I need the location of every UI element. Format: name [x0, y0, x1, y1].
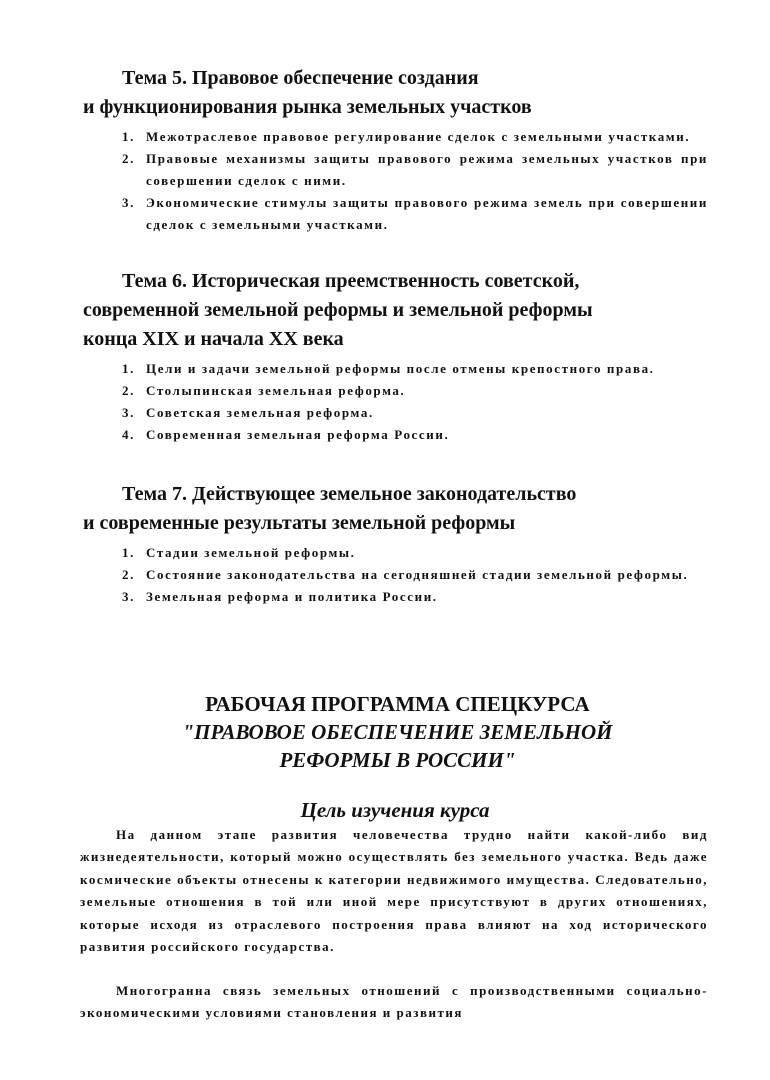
topic-7-heading-line-1: Тема 7. Действующее земельное законодательство — [122, 483, 577, 505]
topic-7-list — [0, 542, 770, 608]
goal-paragraph-1: На данном этапе развития человечества трудно найти какой-либо вид жизнедеятельности, который можно осуществлять без земельного участка. Ведь даже космические объекты отнесены к категории недвижимого имущества. Следовательно, земельные отношения в той или иной мере присутствуют в других отношениях, которые исходя из отраслевого построения права влияют на ход исторического развития российского государства. — [80, 827, 708, 955]
topic-5-heading-line-1: Тема 5. Правовое обеспечение создания — [122, 67, 479, 89]
list-item: 4. Современная земельная реформа России. — [122, 427, 450, 442]
list-item: 2. Столыпинская земельная реформа. — [122, 383, 406, 398]
list-item: 1. Межотраслевое правовое регулирование сделок с земельными участками. — [122, 129, 691, 144]
topic-6-list — [0, 358, 770, 446]
list-item: 1. Цели и задачи земельной реформы после отмены крепостного права. — [122, 361, 655, 376]
list-item: 1. Стадии земельной реформы. — [122, 545, 356, 560]
goal-paragraph-2: Многогранна связь земельных отношений с производственными социально-экономическими условиями становления и развития — [80, 983, 708, 1021]
topic-7-heading-line-2: и современные результаты земельной реформы — [83, 512, 516, 534]
topic-6 — [0, 267, 770, 446]
list-item: 2. Правовые механизмы защиты правового режима земельных участков при совершении сделок с ними. — [122, 151, 708, 188]
program-title-block — [0, 690, 770, 774]
topic-6-heading-line-2: современной земельной реформы и земельной реформы — [83, 299, 593, 321]
program-subtitle-line-1: "ПРАВОВОЕ ОБЕСПЕЧЕНИЕ ЗЕМЕЛЬНОЙ — [182, 720, 613, 744]
program-title: РАБОЧАЯ ПРОГРАММА СПЕЦКУРСА — [205, 692, 590, 716]
topic-5-list — [0, 126, 770, 236]
topic-6-heading-line-3: конца XIX и начала XX века — [83, 328, 344, 350]
topic-5-heading-line-2: и функционирования рынка земельных участков — [83, 96, 532, 118]
program-subtitle-line-2: РЕФОРМЫ В РОССИИ" — [279, 748, 516, 772]
list-item: 2. Состояние законодательства на сегодняшней стадии земельной реформы. — [122, 567, 689, 582]
list-item: 3. Экономические стимулы защиты правового режима земель при совершении сделок с земельными участками. — [122, 195, 708, 232]
list-item: 3. Земельная реформа и политика России. — [122, 589, 438, 604]
goal-heading: Цель изучения курса — [300, 798, 490, 822]
topic-7 — [0, 480, 770, 608]
topic-6-heading-line-1: Тема 6. Историческая преемственность советской, — [122, 270, 580, 292]
topic-5 — [0, 64, 770, 236]
list-item: 3. Советская земельная реформа. — [122, 405, 374, 420]
